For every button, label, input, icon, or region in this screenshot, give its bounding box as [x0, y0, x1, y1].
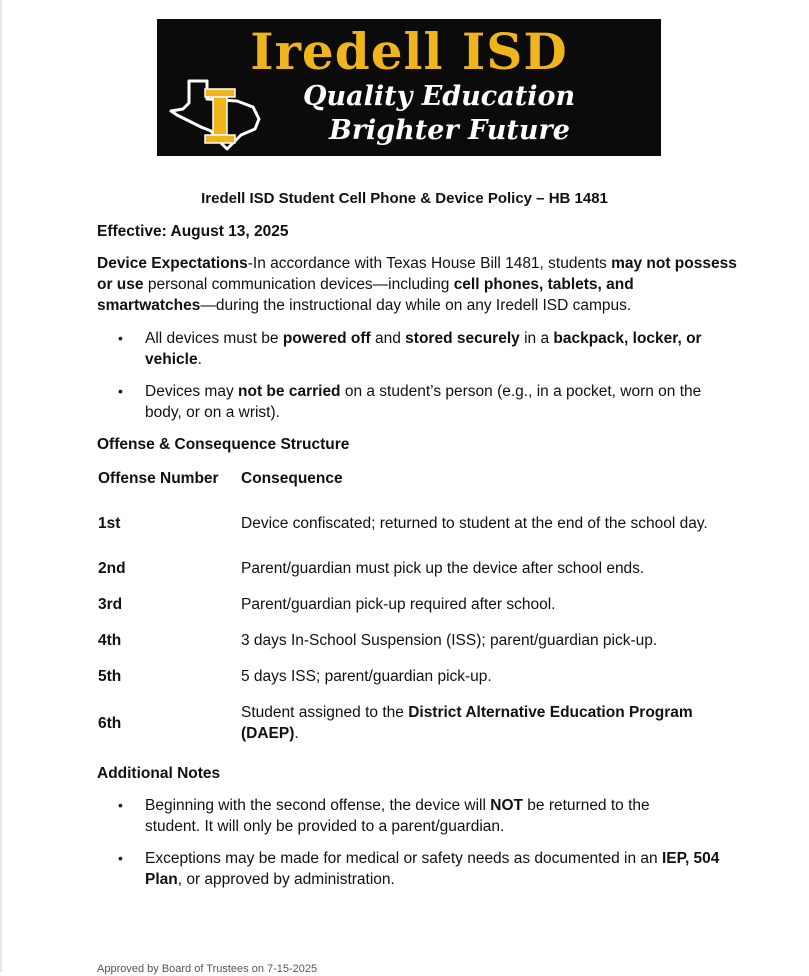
bullet-icon: • [118, 330, 123, 346]
offense-number: 4th [98, 631, 122, 649]
offense-number: 1st [98, 514, 121, 532]
document-title: Iredell ISD Student Cell Phone & Device Policy – HB 1481 [201, 190, 608, 207]
table-row [93, 586, 716, 622]
approval-footer: Approved by Board of Trustees on 7-15-2025 [97, 963, 318, 975]
consequence: Parent/guardian pick-up required after school. [241, 595, 556, 613]
expectations-heading: Device Expectations [97, 255, 248, 272]
effective-date: Effective: August 13, 2025 [97, 223, 289, 240]
banner-title: Iredell ISD [250, 22, 568, 81]
texas-star-logo-icon [167, 75, 287, 151]
table-row [93, 622, 716, 658]
offense-number: 3rd [98, 595, 123, 613]
consequence: 3 days In-School Suspension (ISS); parent/guardian pick-up. [241, 631, 658, 649]
table-row [93, 658, 716, 694]
offense-number-header: Offense Number [98, 470, 219, 487]
consequence: Student assigned to the District Alternative Education Program (DAEP). [241, 704, 693, 742]
consequence: Device confiscated; returned to student at the end of the school day. [241, 514, 708, 532]
device-expectations-paragraph: Device Expectations-In accordance with Texas House Bill 1481, students may not possess or use personal communication devices—including cell phones, tablets, and smartwatches—during the instructional day while on any Iredell ISD campus. [97, 255, 737, 314]
consequence-header: Consequence [241, 470, 343, 487]
banner-tagline-2: Brighter Future [329, 115, 570, 146]
bullet-icon: • [118, 797, 123, 813]
consequence: 5 days ISS; parent/guardian pick-up. [241, 667, 492, 685]
table-row [93, 694, 716, 752]
offense-table [93, 462, 716, 752]
bullet-icon: • [118, 850, 123, 866]
table-row [93, 550, 716, 586]
rule-item: Devices may not be carried on a student’s person (e.g., in a pocket, worn on the body, or on a wrist). [145, 383, 702, 421]
bullet-icon: • [118, 383, 123, 399]
table-header-row [93, 462, 716, 496]
notes-heading: Additional Notes [97, 765, 221, 782]
offense-number: 2nd [98, 559, 126, 577]
banner-tagline-1: Quality Education [303, 81, 576, 112]
note-item: Beginning with the second offense, the device will NOT be returned to the student. It will only be provided to a parent/guardian. [145, 797, 650, 835]
page-edge [0, 0, 2, 972]
offense-number: 5th [98, 667, 122, 685]
note-item: Exceptions may be made for medical or safety needs as documented in an IEP, 504 Plan, or approved by administration. [145, 850, 720, 888]
rule-item: All devices must be powered off and stored securely in a backpack, locker, or vehicle. [145, 330, 702, 368]
offense-number: 6th [98, 714, 122, 732]
consequence: Parent/guardian must pick up the device after school ends. [241, 559, 645, 577]
structure-heading: Offense & Consequence Structure [97, 436, 350, 453]
table-row [93, 496, 716, 550]
district-logo-banner [157, 19, 661, 156]
